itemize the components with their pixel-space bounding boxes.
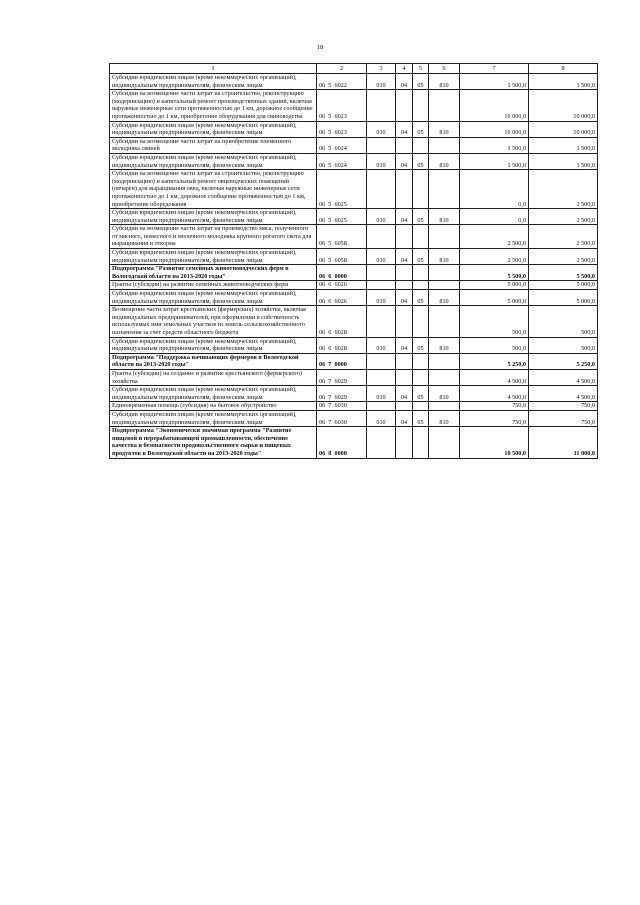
expense-type-code: 810 xyxy=(429,121,460,137)
amount-year-2: 10 000,0 xyxy=(529,121,598,137)
subsection-code xyxy=(413,281,429,290)
amount-year-2: 2 500,0 xyxy=(529,225,598,249)
section-code xyxy=(396,353,413,369)
col-header: 1 xyxy=(110,64,317,74)
expense-type-code: 810 xyxy=(429,410,460,426)
expense-type-code xyxy=(429,427,460,458)
target-article-code: 06 5 6058 xyxy=(317,225,367,249)
amount-year-1: 0,0 xyxy=(460,170,529,209)
section-code: 04 xyxy=(396,386,413,402)
ministry-code xyxy=(367,137,396,153)
subsection-code: 05 xyxy=(413,410,429,426)
target-article-code: 06 7 6030 xyxy=(317,402,367,411)
subsection-code xyxy=(413,170,429,209)
row-description: Субсидии на возмещение части затрат на производство мяса, полученного от мясного, помесного и молочного молодняка крупного рогатого скота для выращивания и откорма xyxy=(110,225,317,249)
table-row xyxy=(110,402,598,411)
subsection-code xyxy=(413,369,429,385)
subsection-code xyxy=(413,90,429,121)
amount-year-1: 10 500,0 xyxy=(460,427,529,458)
target-article-code: 06 6 6028 xyxy=(317,306,367,337)
amount-year-1: 5 000,0 xyxy=(460,290,529,306)
table-row xyxy=(110,265,598,281)
section-code xyxy=(396,369,413,385)
amount-year-1: 1 500,0 xyxy=(460,137,529,153)
target-article-code: 06 7 6029 xyxy=(317,369,367,385)
amount-year-2: 2 500,0 xyxy=(529,170,598,209)
target-article-code: 06 7 6030 xyxy=(317,410,367,426)
row-description: Единовременная помощь (субсидия) на бытовое обустройство xyxy=(110,402,317,411)
section-code: 04 xyxy=(396,290,413,306)
section-code xyxy=(396,90,413,121)
row-description: Подпрограмма "Развитие семейных животноводческих ферм в Вологодской области на 2013-2020 годы" xyxy=(110,265,317,281)
subsection-code: 05 xyxy=(413,121,429,137)
table-row xyxy=(110,410,598,426)
table-row xyxy=(110,153,598,169)
col-header: 4 xyxy=(396,64,413,74)
section-code: 04 xyxy=(396,410,413,426)
subsection-code: 05 xyxy=(413,74,429,90)
target-article-code: 06 5 6024 xyxy=(317,153,367,169)
amount-year-1: 5 500,0 xyxy=(460,265,529,281)
target-article-code: 06 5 6023 xyxy=(317,121,367,137)
expense-type-code xyxy=(429,90,460,121)
table-row xyxy=(110,281,598,290)
amount-year-1: 5 000,0 xyxy=(460,281,529,290)
ministry-code: 010 xyxy=(367,121,396,137)
row-description: Возмещение части затрат крестьянских (фермерских) хозяйства, включая индивидуальных предпринимателей, при оформлении в собственность используемых ими земельных участков из земель сельскохозяйственного назначения за счет средств областного бюджета xyxy=(110,306,317,337)
amount-year-2: 4 500,0 xyxy=(529,386,598,402)
ministry-code xyxy=(367,369,396,385)
amount-year-1: 500,0 xyxy=(460,337,529,353)
amount-year-1: 4 500,0 xyxy=(460,369,529,385)
ministry-code xyxy=(367,281,396,290)
expense-type-code: 810 xyxy=(429,290,460,306)
row-description: Субсидии юридическим лицам (кроме некоммерческих организаций), индивидуальным предпринимателям, физическим лицам xyxy=(110,209,317,225)
target-article-code: 06 5 6023 xyxy=(317,90,367,121)
subsection-code: 05 xyxy=(413,337,429,353)
col-header: 2 xyxy=(317,64,367,74)
table-row xyxy=(110,209,598,225)
amount-year-1: 2 500,0 xyxy=(460,249,529,265)
target-article-code: 06 6 0000 xyxy=(317,265,367,281)
amount-year-1: 10 000,0 xyxy=(460,121,529,137)
target-article-code: 06 5 6022 xyxy=(317,74,367,90)
row-description: Субсидии на возмещение части затрат на приобретение племенного молодняка свиней xyxy=(110,137,317,153)
section-code: 04 xyxy=(396,337,413,353)
section-code: 04 xyxy=(396,153,413,169)
ministry-code xyxy=(367,170,396,209)
table-row xyxy=(110,90,598,121)
table-row xyxy=(110,170,598,209)
expense-type-code: 810 xyxy=(429,249,460,265)
table-row xyxy=(110,337,598,353)
table-row xyxy=(110,427,598,458)
table-row xyxy=(110,249,598,265)
expense-type-code: 810 xyxy=(429,386,460,402)
ministry-code: 010 xyxy=(367,290,396,306)
subsection-code xyxy=(413,306,429,337)
amount-year-2: 5 500,0 xyxy=(529,265,598,281)
table-row xyxy=(110,121,598,137)
ministry-code xyxy=(367,306,396,337)
amount-year-2: 11 000,0 xyxy=(529,427,598,458)
subsection-code: 05 xyxy=(413,153,429,169)
section-code xyxy=(396,402,413,411)
expense-type-code xyxy=(429,265,460,281)
target-article-code: 06 5 6025 xyxy=(317,170,367,209)
row-description: Субсидии юридическим лицам (кроме некоммерческих организаций), индивидуальным предпринимателям, физическим лицам xyxy=(110,121,317,137)
ministry-code: 010 xyxy=(367,209,396,225)
expense-type-code xyxy=(429,306,460,337)
ministry-code xyxy=(367,225,396,249)
ministry-code: 010 xyxy=(367,386,396,402)
row-description: Субсидии юридическим лицам (кроме некоммерческих организаций), индивидуальным предпринимателям, физическим лицам xyxy=(110,153,317,169)
target-article-code: 06 6 6026 xyxy=(317,290,367,306)
table-row xyxy=(110,137,598,153)
row-description: Субсидии юридическим лицам (кроме некоммерческих организаций), индивидуальным предпринимателям, физическим лицам xyxy=(110,410,317,426)
target-article-code: 06 5 6025 xyxy=(317,209,367,225)
subsection-code xyxy=(413,225,429,249)
target-article-code: 06 7 6029 xyxy=(317,386,367,402)
row-description: Субсидии юридическим лицам (кроме некоммерческих организаций), индивидуальным предпринимателям, физическим лицам xyxy=(110,290,317,306)
budget-table xyxy=(109,63,598,459)
ministry-code: 010 xyxy=(367,249,396,265)
expense-type-code: 810 xyxy=(429,337,460,353)
target-article-code: 06 8 0000 xyxy=(317,427,367,458)
col-header: 7 xyxy=(460,64,529,74)
amount-year-2: 500,0 xyxy=(529,337,598,353)
subsection-code xyxy=(413,353,429,369)
ministry-code xyxy=(367,402,396,411)
expense-type-code xyxy=(429,225,460,249)
row-description: Субсидии юридическим лицам (кроме некоммерческих организаций), индивидуальным предпринимателям, физическим лицам xyxy=(110,74,317,90)
amount-year-1: 4 500,0 xyxy=(460,386,529,402)
section-code xyxy=(396,265,413,281)
amount-year-1: 1 500,0 xyxy=(460,74,529,90)
expense-type-code xyxy=(429,369,460,385)
amount-year-1: 0,0 xyxy=(460,209,529,225)
subsection-code: 05 xyxy=(413,386,429,402)
ministry-code: 010 xyxy=(367,410,396,426)
section-code xyxy=(396,225,413,249)
ministry-code xyxy=(367,90,396,121)
amount-year-2: 500,0 xyxy=(529,306,598,337)
table-row xyxy=(110,369,598,385)
table-row xyxy=(110,225,598,249)
expense-type-code xyxy=(429,353,460,369)
target-article-code: 06 6 6026 xyxy=(317,281,367,290)
table-row xyxy=(110,306,598,337)
amount-year-1: 1 500,0 xyxy=(460,153,529,169)
table-row xyxy=(110,74,598,90)
row-description: Субсидии юридическим лицам (кроме некоммерческих организаций), индивидуальным предпринимателям, физическим лицам xyxy=(110,337,317,353)
subsection-code: 05 xyxy=(413,290,429,306)
row-description: Субсидии юридическим лицам (кроме некоммерческих организаций), индивидуальным предпринимателям, физическим лицам xyxy=(110,386,317,402)
section-code: 04 xyxy=(396,249,413,265)
amount-year-2: 1 500,0 xyxy=(529,74,598,90)
expense-type-code: 810 xyxy=(429,74,460,90)
col-header: 3 xyxy=(367,64,396,74)
ministry-code xyxy=(367,353,396,369)
row-description: Гранты (субсидии) на развитие семейных животноводческих ферм xyxy=(110,281,317,290)
section-code xyxy=(396,137,413,153)
expense-type-code xyxy=(429,137,460,153)
table-row xyxy=(110,290,598,306)
table-row xyxy=(110,353,598,369)
amount-year-2: 2 500,0 xyxy=(529,209,598,225)
amount-year-2: 2 500,0 xyxy=(529,249,598,265)
subsection-code: 05 xyxy=(413,209,429,225)
row-description: Подпрограмма "Поддержка начинающих фермеров в Вологодской области на 2013-2020 годы" xyxy=(110,353,317,369)
amount-year-2: 5 000,0 xyxy=(529,290,598,306)
amount-year-2: 1 500,0 xyxy=(529,137,598,153)
col-header: 5 xyxy=(413,64,429,74)
amount-year-1: 750,0 xyxy=(460,402,529,411)
ministry-code xyxy=(367,265,396,281)
row-description: Субсидии на возмещение части затрат на строительство, реконструкцию (модернизацию) и капитальный ремонт овцеводческих помещений (овчарен) для выращивания овец, включая наружные инженерные сети протяженностью до 1 км, дорожное сообщение протяженностью до 1 км, приобретение оборудования xyxy=(110,170,317,209)
row-description: Субсидии юридическим лицам (кроме некоммерческих организаций), индивидуальным предпринимателям, физическим лицам xyxy=(110,249,317,265)
subsection-code xyxy=(413,137,429,153)
col-header: 8 xyxy=(529,64,598,74)
subsection-code xyxy=(413,265,429,281)
subsection-code: 05 xyxy=(413,249,429,265)
target-article-code: 06 5 6024 xyxy=(317,137,367,153)
section-code: 04 xyxy=(396,74,413,90)
section-code: 04 xyxy=(396,209,413,225)
amount-year-1: 500,0 xyxy=(460,306,529,337)
header-row xyxy=(110,64,598,74)
amount-year-2: 5 250,0 xyxy=(529,353,598,369)
expense-type-code xyxy=(429,281,460,290)
row-description: Субсидии на возмещение части затрат на строительство, реконструкцию (модернизацию) и капитальный ремонт производственных зданий, включая наружные инженерные сети протяженностью до 1 км, дорожное сообщение протяженностью до 1 км, приобретение оборудования для свиноводства xyxy=(110,90,317,121)
amount-year-2: 1 500,0 xyxy=(529,153,598,169)
expense-type-code xyxy=(429,170,460,209)
subsection-code xyxy=(413,427,429,458)
ministry-code: 010 xyxy=(367,337,396,353)
amount-year-2: 10 000,0 xyxy=(529,90,598,121)
amount-year-2: 5 000,0 xyxy=(529,281,598,290)
section-code xyxy=(396,427,413,458)
subsection-code xyxy=(413,402,429,411)
row-description: Гранты (субсидии) на создание и развитие крестьянского (фермерского) хозяйства xyxy=(110,369,317,385)
amount-year-1: 2 500,0 xyxy=(460,225,529,249)
ministry-code: 010 xyxy=(367,153,396,169)
section-code xyxy=(396,170,413,209)
target-article-code: 06 7 0000 xyxy=(317,353,367,369)
table-row xyxy=(110,386,598,402)
target-article-code: 06 6 6028 xyxy=(317,337,367,353)
section-code xyxy=(396,306,413,337)
amount-year-1: 10 000,0 xyxy=(460,90,529,121)
expense-type-code: 810 xyxy=(429,153,460,169)
row-description: Подпрограмма "Экономически значимая программа "Развитие пищевой и перерабатывающей промышленности, обеспечение качества и безопасности продовольственного сырья и пищевых продуктов в Вологодской области на 2013-2020 годы" xyxy=(110,427,317,458)
expense-type-code: 810 xyxy=(429,209,460,225)
table-body xyxy=(110,74,598,459)
amount-year-2: 4 500,0 xyxy=(529,369,598,385)
ministry-code: 010 xyxy=(367,74,396,90)
section-code xyxy=(396,281,413,290)
target-article-code: 06 5 6058 xyxy=(317,249,367,265)
page-number: 18 xyxy=(316,44,324,51)
amount-year-1: 5 250,0 xyxy=(460,353,529,369)
col-header: 6 xyxy=(429,64,460,74)
ministry-code xyxy=(367,427,396,458)
amount-year-2: 750,0 xyxy=(529,402,598,411)
expense-type-code xyxy=(429,402,460,411)
section-code: 04 xyxy=(396,121,413,137)
amount-year-2: 750,0 xyxy=(529,410,598,426)
amount-year-1: 750,0 xyxy=(460,410,529,426)
